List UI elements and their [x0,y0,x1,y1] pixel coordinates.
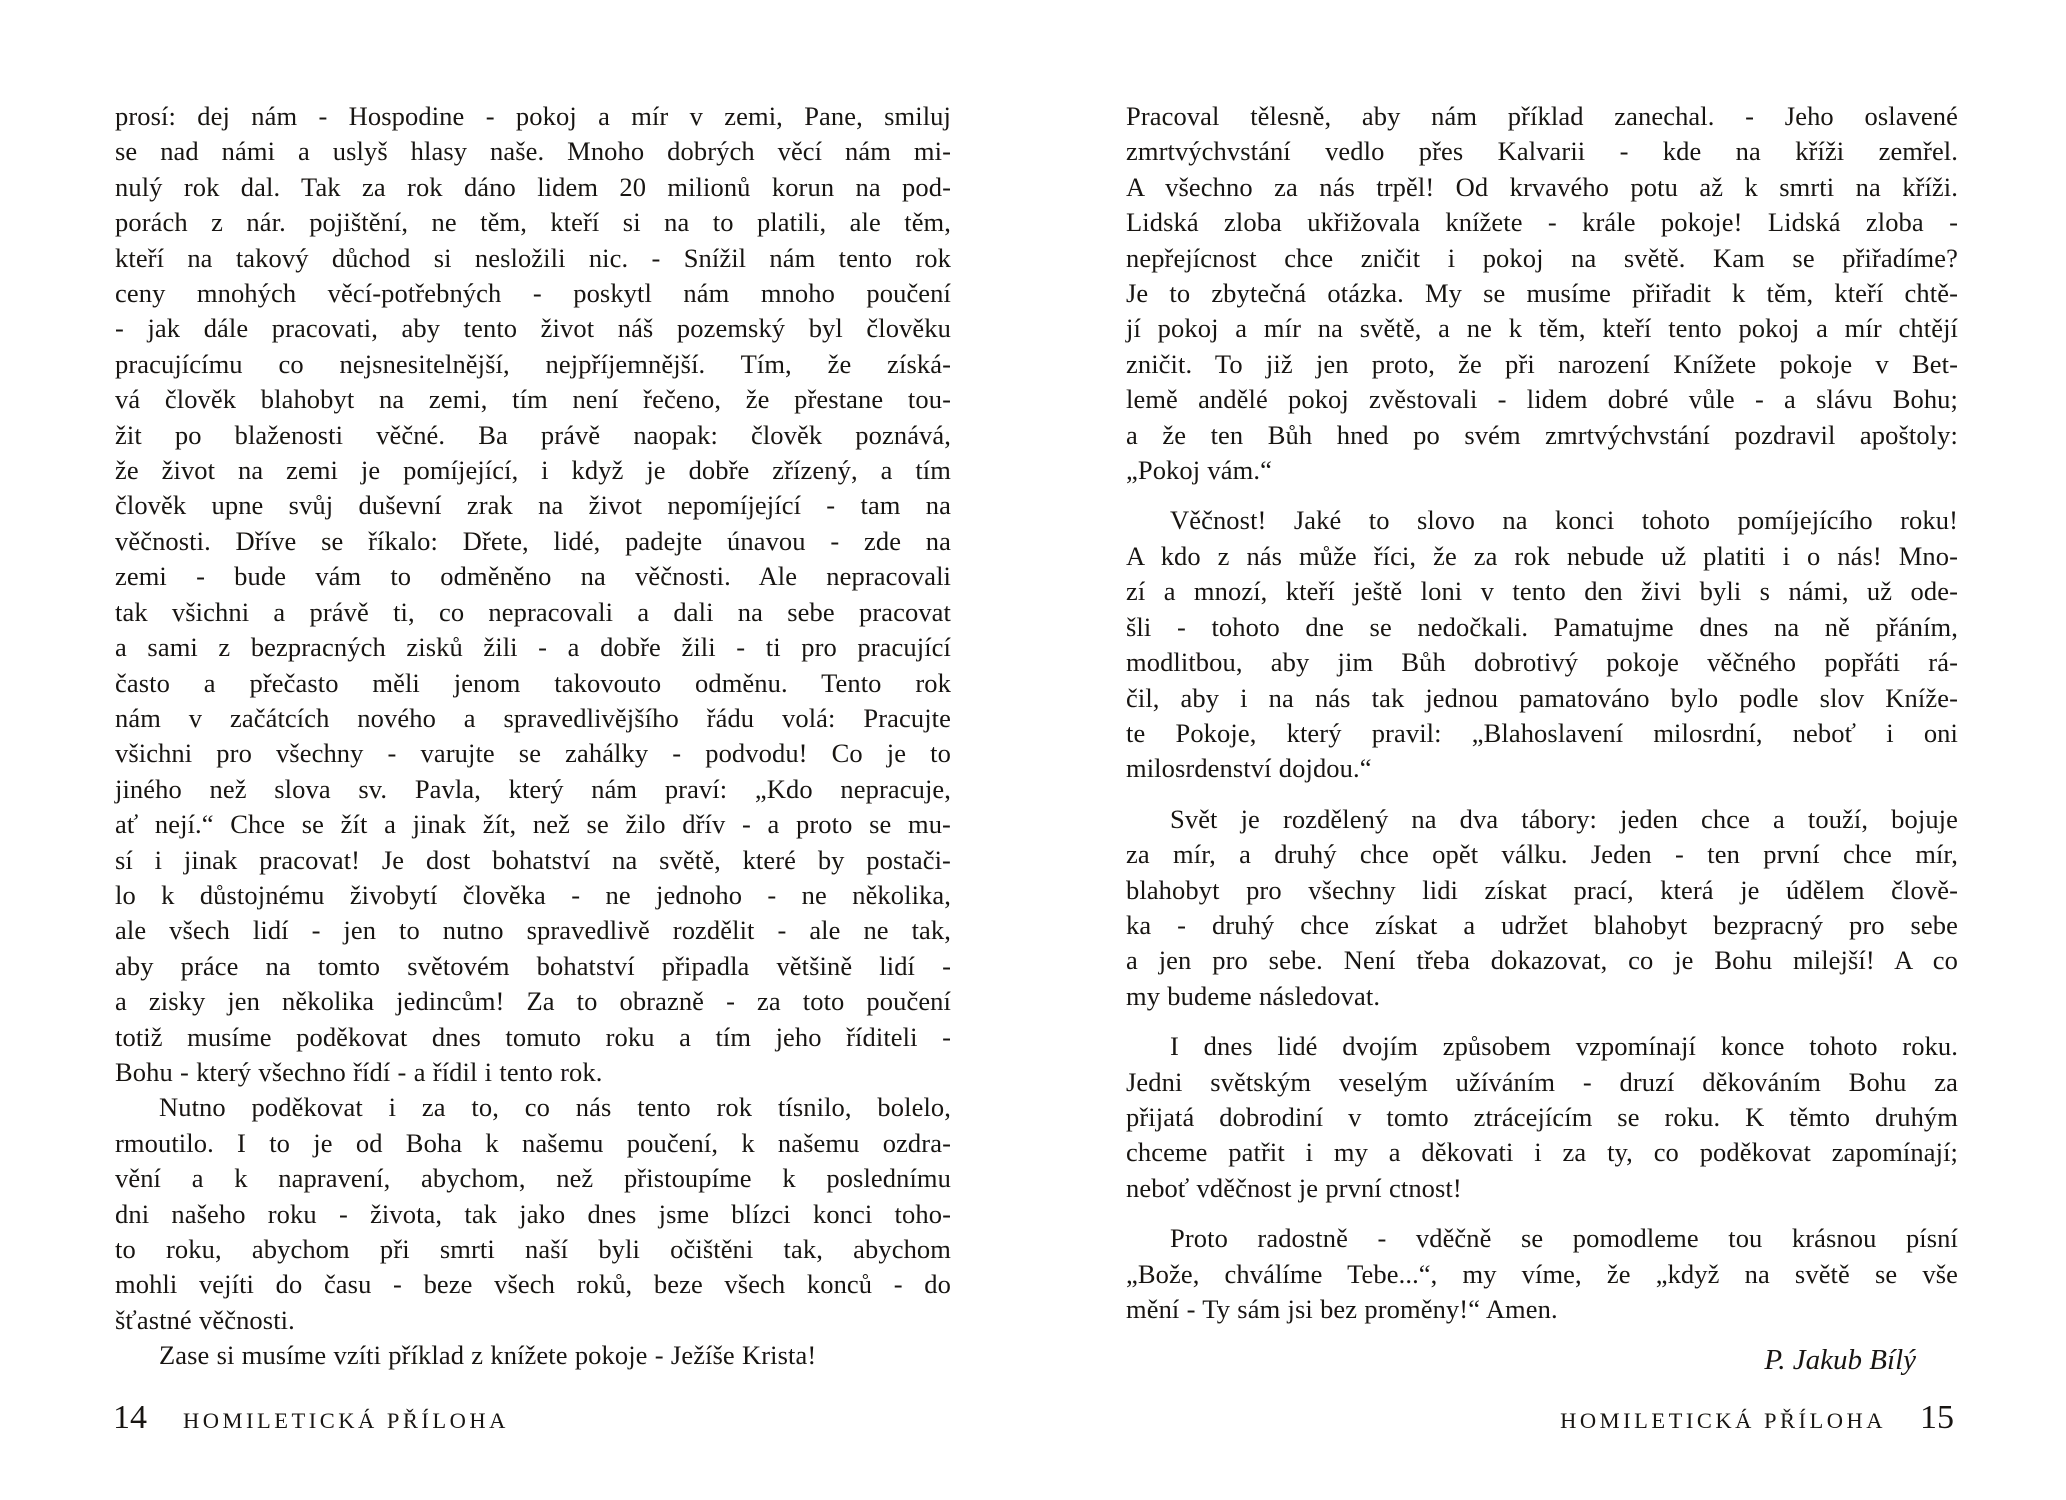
text-line: zemi - bude vám to odměněno na věčnosti. Ale nepracovali [115,561,951,592]
text-line: totiž musíme poděkovat dnes tomuto roku a tím jeho říditeli - [115,1021,951,1052]
text-line: Zase si musíme vzíti příklad z knížete pokoje - Ježíše Krista! [159,1340,817,1371]
text-line: nulý rok dal. Tak za rok dáno lidem 20 milionů korun na pod- [115,171,951,202]
text-line: Věčnost! Jaké to slovo na konci tohoto pomíjejícího roku! [1170,505,1958,536]
paragraph [1126,1029,1958,1206]
text-line: prosí: dej nám - Hospodine - pokoj a mír v zemi, Pane, smiluj [115,101,951,131]
text-line: a sami z bezpracných zisků žili - a dobře žili - ti pro pracující [115,632,951,663]
text-line: Je to zbytečná otázka. My se musíme přiřadit k těm, kteří chtě- [1126,278,1958,309]
text-line: věčnosti. Dříve se říkalo: Dřete, lidé, padejte únavou - zde na [115,525,951,556]
text-line: „Bože, chválíme Tebe...“, my víme, že „když na světě se vše [1126,1258,1958,1289]
text-line: Bohu - který všechno řídí - a řídil i tento rok. [115,1056,603,1087]
text-line: nám v začátcích nového a spravedlivějšího řádu volá: Pracujte [115,702,951,733]
text-line: že život na zemi je pomíjející, i když je dobře zřízený, a tím [115,455,951,486]
paragraph [1126,99,1958,488]
text-line: kteří na takový důchod si nesložili nic. - Snížil nám tento rok [115,242,951,273]
text-line: zmrtvýchvstání vedlo přes Kalvarii - kde na kříži zemřel. [1126,136,1958,167]
text-line: šli - tohoto dne se nedočkali. Pamatujme dnes na ně přáním, [1126,611,1958,642]
text-line: - jak dále pracovati, aby tento život náš pozemský byl člověku [115,313,951,344]
text-line: mohli vejíti do času - beze všech roků, beze všech konců - do [115,1269,951,1300]
right-page-footer [1560,1399,1954,1440]
text-line: blahobyt pro všechny lidi získat prací, která je údělem člově- [1126,874,1958,905]
text-line: člověk upne svůj duševní zrak na život nepomíjející - tam na [115,490,951,521]
text-line: Jedni světským veselým užíváním - druzí děkováním Bohu za [1126,1066,1958,1097]
left-page-number: 14 [113,1399,147,1436]
text-line: neboť vděčnost je první ctnost! [1126,1172,1462,1203]
text-line: lo k důstojnému živobytí člověka - ne jednoho - ne několika, [115,879,951,910]
text-line: Nutno poděkovat i za to, co nás tento rok tísnilo, bolelo, [159,1092,951,1123]
text-line: a jen pro sebe. Není třeba dokazovat, co je Bohu milejší! A co [1126,945,1958,976]
text-line: často a přečasto měli jenom takovouto odměnu. Tento rok [115,667,951,698]
text-line: tak všichni a právě ti, co nepracovali a dali na sebe pracovat [115,596,951,627]
text-line: dni našeho roku - života, tak jako dnes jsme blízci konci toho- [115,1198,951,1229]
text-line: za mír, a druhý chce opět válku. Jeden - ten první chce mír, [1126,839,1958,870]
text-line: „Pokoj vám.“ [1126,455,1272,486]
text-line: rmoutilo. I to je od Boha k našemu poučení, k našemu ozdra- [115,1127,951,1158]
right-running-title: HOMILETICKÁ PŘÍLOHA [1560,1408,1886,1433]
text-line: vění a k napravení, abychom, než přistoupíme k poslednímu [115,1163,951,1194]
text-line: a zisky jen několika jedincům! Za to obrazně - za toto poučení [115,986,951,1017]
left-page-text-column [115,99,951,1374]
text-line: zničit. To již jen proto, že při narození Knížete pokoje v Bet- [1126,348,1958,379]
text-line: modlitbou, aby jim Bůh dobrotivý pokoje věčného popřáti rá- [1126,647,1958,678]
text-line: ale všech lidí - jen to nutno spravedlivě rozdělit - ale ne tak, [115,915,951,946]
left-running-title: HOMILETICKÁ PŘÍLOHA [183,1408,509,1433]
paragraph [115,1090,951,1338]
paragraph [1126,503,1958,786]
text-line: pracujícímu co nejsnesitelnější, nejpříjemnější. Tím, že získá- [115,348,951,379]
right-page-text-column [1126,99,1958,1378]
text-line: ať nejí.“ Chce se žít a jinak žít, než se žilo dřív - a proto se mu- [115,809,951,840]
text-line: A všechno za nás trpěl! Od krvavého potu až k smrti na kříži. [1126,171,1958,202]
text-line: všichni pro všechny - varujte se zahálky - podvodu! Co je to [115,738,951,769]
text-line: nepřejícnost chce zničit i pokoj na světě. Kam se přiřadíme? [1126,242,1958,273]
paragraph [1126,802,1958,1014]
text-line: se nad námi a uslyš hlasy naše. Mnoho dobrých věcí nám mi- [115,136,951,167]
text-line: čil, aby i na nás tak jednou pamatováno bylo podle slov Kníže- [1126,682,1958,713]
text-line: aby práce na tomto světovém bohatství připadla většině lidí - [115,950,951,981]
text-line: vá člověk blahobyt na zemi, tím není řečeno, že přestane tou- [115,384,951,415]
text-line: chceme patřit i my a děkovati i za ty, co poděkovat zapomínají; [1126,1137,1958,1168]
text-line: sí i jinak pracovat! Je dost bohatství na světě, které by postači- [115,844,951,875]
text-line: ceny mnohých věcí-potřebných - poskytl nám mnoho poučení [115,278,951,309]
author-signature: P. Jakub Bílý [1764,1344,1916,1377]
text-line: ka - druhý chce získat a udržet blahobyt bezpracný pro sebe [1126,909,1958,940]
text-line: A kdo z nás může říci, že za rok nebude už platiti i o nás! Mno- [1126,540,1958,571]
paragraph [115,1338,951,1373]
text-line: šťastné věčnosti. [115,1304,295,1335]
text-line: lemě andělé pokoj zvěstovali - lidem dobré vůle - a slávu Bohu; [1126,384,1958,415]
text-line: jí pokoj a mír na světě, a ne k těm, kteří tento pokoj a mír chtějí [1126,313,1958,344]
paragraph [1126,1221,1958,1327]
text-line: mění - Ty sám jsi bez proměny!“ Amen. [1126,1294,1558,1324]
text-line: a že ten Bůh hned po svém zmrtvýchvstání pozdravil apoštoly: [1126,419,1958,450]
text-line: I dnes lidé dvojím způsobem vzpomínají konce tohoto roku. [1170,1031,1958,1062]
text-line: Svět je rozdělený na dva tábory: jeden chce a touží, bojuje [1170,803,1958,834]
text-line: Lidská zloba ukřižovala knížete - krále pokoje! Lidská zloba - [1126,207,1958,238]
text-line: to roku, abychom při smrti naší byli očištěni tak, abychom [115,1234,951,1264]
text-line: te Pokoje, který pravil: „Blahoslavení milosrdní, neboť i oni [1126,717,1958,748]
text-line: my budeme následovat. [1126,980,1381,1011]
text-line: Proto radostně - vděčně se pomodleme tou krásnou písní [1170,1223,1958,1254]
right-page-number: 15 [1920,1399,1954,1436]
paragraph [115,99,951,1090]
text-line: žit po blaženosti věčné. Ba právě naopak: člověk poznává, [115,419,951,450]
text-line: jiného než slova sv. Pavla, který nám praví: „Kdo nepracuje, [115,773,951,804]
left-page-footer [113,1399,509,1440]
text-line: zí a mnozí, kteří ještě loni v tento den živi byli s námi, už ode- [1126,576,1958,607]
text-line: přijatá dobrodiní v tomto ztrácejícím se roku. K těmto druhým [1126,1101,1958,1132]
text-line: Pracoval tělesně, aby nám příklad zanechal. - Jeho oslavené [1126,101,1958,131]
text-line: porách z nár. pojištění, ne těm, kteří si na to platili, ale těm, [115,207,951,238]
text-line: milosrdenství dojdou.“ [1126,753,1372,784]
